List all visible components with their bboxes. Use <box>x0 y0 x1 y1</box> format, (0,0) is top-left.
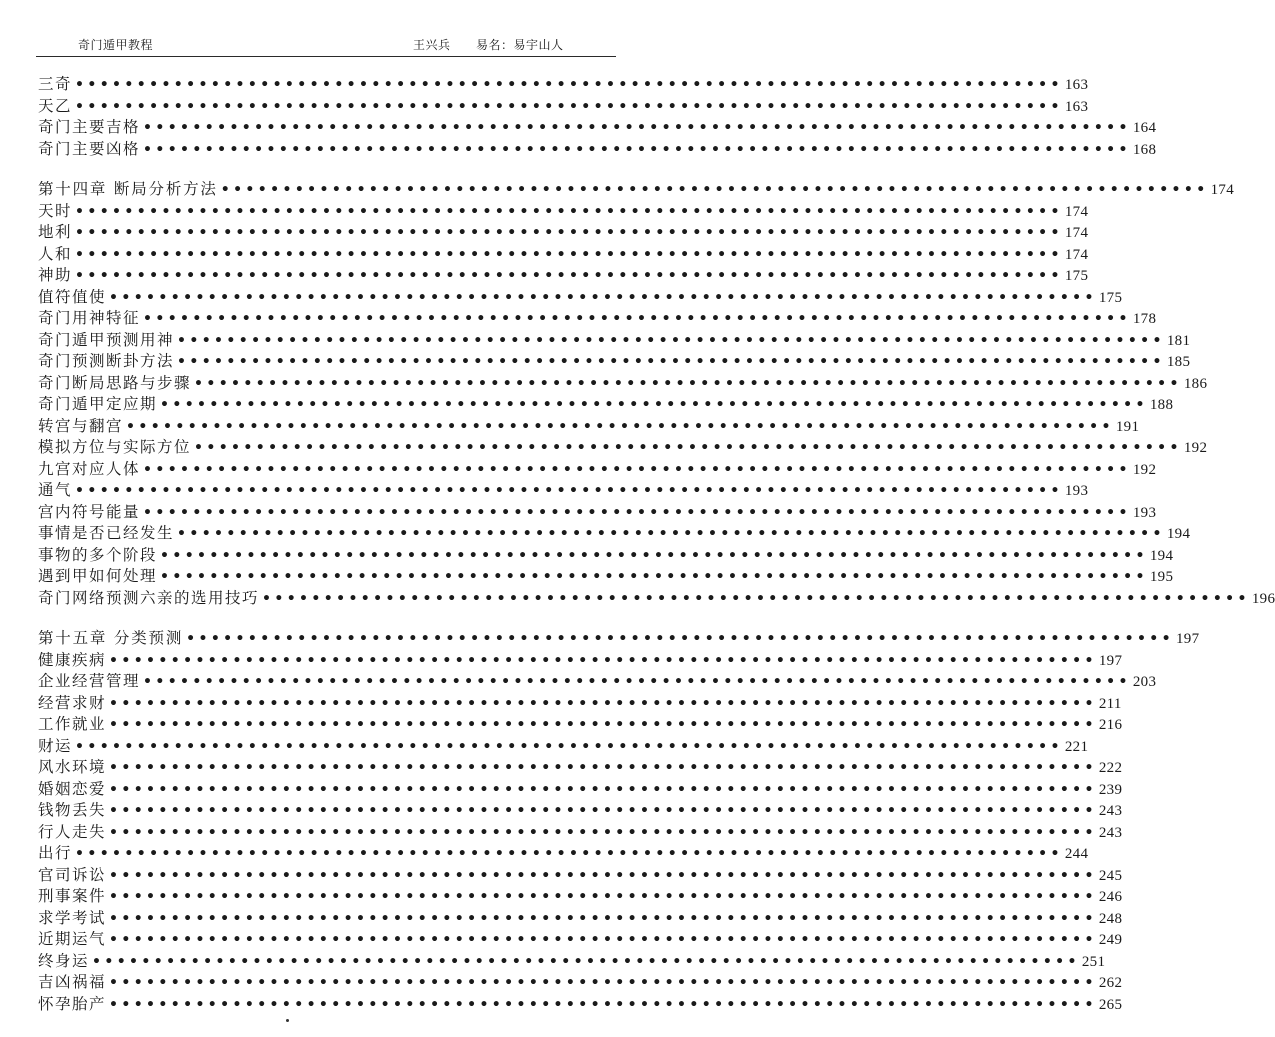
toc-page-number: 178 <box>1132 311 1157 327</box>
toc-page-number: 174 <box>1064 225 1089 241</box>
header-pen-name: 易名：易宇山人 <box>476 38 564 52</box>
toc-entry-title: 天乙 <box>38 96 73 115</box>
toc-entry-row <box>38 843 1089 865</box>
toc-dot-leader: •••••••••••••••••••••••••••••••••••••••••••••••••••••••••••••••••••••••••••••••• <box>75 203 1063 220</box>
header-rule <box>36 56 616 57</box>
toc-entry-row <box>38 588 1275 610</box>
toc-entry-title: 奇门断局思路与步骤 <box>38 373 192 392</box>
toc-page-number: 192 <box>1183 440 1208 456</box>
stray-mark <box>286 1019 289 1022</box>
toc-page-number: 191 <box>1115 418 1140 435</box>
toc-page-number: 168 <box>1132 141 1157 158</box>
toc-entry-row <box>38 244 1089 266</box>
toc-entry-title: 婚姻恋爱 <box>38 779 107 798</box>
toc-section <box>38 628 1200 1015</box>
toc-page-number: 211 <box>1098 695 1122 712</box>
toc-entry-title: 值符值使 <box>38 287 107 306</box>
toc-entry-row <box>38 330 1191 352</box>
toc-page-number: 174 <box>1210 182 1234 198</box>
toc-entry-row <box>38 757 1123 779</box>
toc-entry-title: 遇到甲如何处理 <box>38 567 158 585</box>
toc-dot-leader: •••••••••••••••••••••••••••••••••••••••••••••••••••••••••••••••••••••••••••••••• <box>143 120 1131 136</box>
toc-dot-leader: •••••••••••••••••••••••••••••••••••••••••••••••••••••••••••••••••••••••••••••••• <box>194 375 1182 392</box>
toc-entry-title: 事情是否已经发生 <box>38 524 175 542</box>
toc-entry-title: 吉凶祸福 <box>38 973 107 991</box>
toc-page-number: 196 <box>1251 590 1275 607</box>
toc-entry-row <box>38 671 1157 693</box>
toc-dot-leader: •••••••••••••••••••••••••••••••••••••••••••••••••••••••••••••••••••••••••••••••• <box>126 418 1114 435</box>
toc-dot-leader: •••••••••••••••••••••••••••••••••••••••••••••••••••••••••••••••••••••••••••••••• <box>177 332 1165 349</box>
toc-dot-leader: •••••••••••••••••••••••••••••••••••••••••••••••••••••••••••••••••••••••••••••••• <box>75 738 1063 755</box>
toc-page-number: 245 <box>1098 867 1123 884</box>
toc-page-number: 175 <box>1064 268 1089 284</box>
toc-dot-leader: •••••••••••••••••••••••••••••••••••••••••••••••••••••••••••••••••••••••••••••••• <box>109 889 1097 905</box>
toc-entry-title: 刑事案件 <box>38 887 107 905</box>
toc-dot-leader: •••••••••••••••••••••••••••••••••••••••••••••••••••••••••••••••••••••••••••••••• <box>75 846 1063 862</box>
toc-page-number: 195 <box>1149 569 1174 585</box>
toc-dot-leader: •••••••••••••••••••••••••••••••••••••••••••••••••••••••••••••••••••••••••••••••• <box>75 98 1063 115</box>
toc-dot-leader: •••••••••••••••••••••••••••••••••••••••••••••••••••••••••••••••••••••••••••••••• <box>262 590 1250 607</box>
toc-entry-row <box>38 308 1157 330</box>
toc-dot-leader: •••••••••••••••••••••••••••••••••••••••••••••••••••••••••••••••••••••••••••••••• <box>109 910 1097 927</box>
toc-dot-leader: •••••••••••••••••••••••••••••••••••••••••••••••••••••••••••••••••••••••••••••••• <box>109 996 1097 1013</box>
toc-dot-leader: •••••••••••••••••••••••••••••••••••••••••••••••••••••••••••••••••••••••••••••••• <box>109 824 1097 841</box>
toc-dot-leader: •••••••••••••••••••••••••••••••••••••••••••••••••••••••••••••••••••••••••••••••• <box>143 141 1131 158</box>
toc-page-number: 246 <box>1098 889 1123 905</box>
toc-entry-title: 健康疾病 <box>38 650 107 669</box>
toc-entry-title: 奇门网络预测六亲的选用技巧 <box>38 588 260 607</box>
toc-page-number: 181 <box>1166 332 1191 349</box>
toc-entry-row <box>38 201 1089 223</box>
toc-dot-leader: •••••••••••••••••••••••••••••••••••••••••••••••••••••••••••••••••••••••••••••••• <box>186 631 1174 647</box>
toc-page-number: 262 <box>1098 975 1123 991</box>
toc-entry-title: 经营求财 <box>38 693 107 712</box>
toc-entry-title: 奇门遁甲定应期 <box>38 395 158 413</box>
toc-page-number: 197 <box>1098 652 1123 669</box>
toc-entry-row <box>38 523 1191 545</box>
toc-entry-title: 九宫对应人体 <box>38 459 141 478</box>
toc-page-number: 265 <box>1098 996 1123 1013</box>
toc-dot-leader: •••••••••••••••••••••••••••••••••••••••••••••••••••••••••••••••••••••••••••••••• <box>109 695 1097 712</box>
toc-entry-title: 三奇 <box>38 75 73 93</box>
running-header <box>0 0 643 60</box>
toc-entry-title: 企业经营管理 <box>38 672 141 690</box>
toc-entry-title: 转宫与翻宫 <box>38 416 124 435</box>
toc-dot-leader: •••••••••••••••••••••••••••••••••••••••••••••••••••••••••••••••••••••••••••••••• <box>92 953 1080 970</box>
toc-page-number: 221 <box>1064 738 1089 755</box>
toc-entry-title: 风水环境 <box>38 758 107 776</box>
toc-dot-leader: •••••••••••••••••••••••••••••••••••••••••••••••••••••••••••••••••••••••••••••••• <box>75 246 1063 263</box>
toc-dot-leader: •••••••••••••••••••••••••••••••••••••••••••••••••••••••••••••••••••••••••••••••• <box>220 182 1209 198</box>
toc-entry-row <box>38 822 1123 844</box>
toc-chapter-row <box>38 179 1234 201</box>
toc-dot-leader: •••••••••••••••••••••••••••••••••••••••••••••••••••••••••••••••••••••••••••••••• <box>143 674 1131 690</box>
toc-entry-title: 近期运气 <box>38 930 107 948</box>
toc-entry-title: 通气 <box>38 481 73 499</box>
toc-entry-title: 官司诉讼 <box>38 865 107 884</box>
toc-entry-row <box>38 416 1140 438</box>
toc-entry-row <box>38 865 1123 887</box>
toc-dot-leader: •••••••••••••••••••••••••••••••••••••••••••••••••••••••••••••••••••••••••••••••• <box>143 311 1131 327</box>
toc-dot-leader: •••••••••••••••••••••••••••••••••••••••••••••••••••••••••••••••••••••••••••••••• <box>109 781 1097 798</box>
toc-chapter-row <box>38 628 1200 650</box>
header-author: 王兴兵 <box>413 38 451 52</box>
toc-page-number: 243 <box>1098 803 1123 819</box>
toc-entry-title: 钱物丢失 <box>38 801 107 819</box>
toc-page-number: 222 <box>1098 760 1123 776</box>
toc-entry-title: 神助 <box>38 266 73 284</box>
toc-entry-title: 宫内符号能量 <box>38 502 141 521</box>
toc-page-number: 251 <box>1081 953 1106 970</box>
toc-entry-row <box>38 566 1174 588</box>
toc-entry-title: 地利 <box>38 223 73 241</box>
toc-entry-title: 出行 <box>38 844 73 862</box>
toc-entry-title: 天时 <box>38 201 73 220</box>
toc-page-number: 194 <box>1149 547 1174 564</box>
toc-dot-leader: •••••••••••••••••••••••••••••••••••••••••••••••••••••••••••••••••••••••••••••••• <box>143 504 1131 521</box>
toc-entry-row <box>38 222 1089 244</box>
toc-entry-row <box>38 714 1123 736</box>
toc-page-number: 192 <box>1132 461 1157 478</box>
toc-page-number: 175 <box>1098 289 1123 306</box>
toc-entry-row <box>38 800 1123 822</box>
toc-page-number: 239 <box>1098 781 1123 798</box>
toc-page-number: 203 <box>1132 674 1157 690</box>
toc-entry-row <box>38 437 1208 459</box>
toc-dot-leader: •••••••••••••••••••••••••••••••••••••••••••••••••••••••••••••••••••••••••••••••• <box>75 77 1063 93</box>
toc-entry-row <box>38 502 1157 524</box>
toc-dot-leader: •••••••••••••••••••••••••••••••••••••••••••••••••••••••••••••••••••••••••••••••• <box>109 289 1097 306</box>
toc-dot-leader: •••••••••••••••••••••••••••••••••••••••••••••••••••••••••••••••••••••••••••••••• <box>109 932 1097 948</box>
toc-dot-leader: •••••••••••••••••••••••••••••••••••••••••••••••••••••••••••••••••••••••••••••••• <box>75 483 1063 499</box>
toc-entry-row <box>38 994 1123 1016</box>
toc-dot-leader: •••••••••••••••••••••••••••••••••••••••••••••••••••••••••••••••••••••••••••••••• <box>109 867 1097 884</box>
header-book-title: 奇门遁甲教程 <box>78 38 154 52</box>
toc-entry-row <box>38 972 1123 994</box>
toc-entry-title: 求学考试 <box>38 908 107 927</box>
toc-entry-title: 工作就业 <box>38 715 107 733</box>
toc-chapter-title: 第十四章 断局分析方法 <box>38 180 218 198</box>
toc-chapter-title: 第十五章 分类预测 <box>38 629 184 647</box>
toc-dot-leader: •••••••••••••••••••••••••••••••••••••••••••••••••••••••••••••••••••••••••••••••• <box>177 526 1165 542</box>
toc-dot-leader: •••••••••••••••••••••••••••••••••••••••••••••••••••••••••••••••••••••••••••••••• <box>109 760 1097 776</box>
toc-entry-row <box>38 394 1174 416</box>
toc-dot-leader: •••••••••••••••••••••••••••••••••••••••••••••••••••••••••••••••••••••••••••••••• <box>143 461 1131 478</box>
toc-entry-row <box>38 139 1157 161</box>
toc-dot-leader: •••••••••••••••••••••••••••••••••••••••••••••••••••••••••••••••••••••••••••••••• <box>194 440 1182 456</box>
toc-entry-title: 奇门遁甲预测用神 <box>38 330 175 349</box>
toc-dot-leader: •••••••••••••••••••••••••••••••••••••••••••••••••••••••••••••••••••••••••••••••• <box>177 354 1165 370</box>
toc-entry-row <box>38 480 1089 502</box>
toc-page-number: 186 <box>1183 375 1208 392</box>
toc-page-number: 188 <box>1149 397 1174 413</box>
toc-entry-row <box>38 736 1089 758</box>
toc-entry-row <box>38 545 1174 567</box>
toc-entry-title: 模拟方位与实际方位 <box>38 438 192 456</box>
toc-entry-row <box>38 351 1191 373</box>
toc-page-number: 197 <box>1176 631 1200 647</box>
toc-dot-leader: •••••••••••••••••••••••••••••••••••••••••••••••••••••••••••••••••••••••••••••••• <box>160 569 1148 585</box>
toc-entry-row <box>38 96 1089 118</box>
toc-entry-title: 行人走失 <box>38 822 107 841</box>
toc-dot-leader: •••••••••••••••••••••••••••••••••••••••••••••••••••••••••••••••••••••••••••••••• <box>160 397 1148 413</box>
toc-page-number: 163 <box>1064 77 1089 93</box>
toc-entry-title: 奇门主要吉格 <box>38 118 141 136</box>
toc-section <box>38 74 1157 160</box>
toc-entry-title: 事物的多个阶段 <box>38 545 158 564</box>
toc-entry-row <box>38 650 1123 672</box>
toc-page-number: 216 <box>1098 717 1123 733</box>
toc-entry-title: 人和 <box>38 244 73 263</box>
toc-entry-row <box>38 265 1089 287</box>
toc-page-number: 163 <box>1064 98 1089 115</box>
toc-entry-title: 终身运 <box>38 951 90 970</box>
toc-dot-leader: •••••••••••••••••••••••••••••••••••••••••••••••••••••••••••••••••••••••••••••••• <box>75 268 1063 284</box>
toc-entry-title: 奇门预测断卦方法 <box>38 352 175 370</box>
toc-entry-row <box>38 373 1208 395</box>
toc-page-number: 249 <box>1098 932 1123 948</box>
toc-entry-row <box>38 929 1123 951</box>
toc-entry-title: 奇门主要凶格 <box>38 139 141 158</box>
toc-entry-row <box>38 287 1123 309</box>
toc-dot-leader: •••••••••••••••••••••••••••••••••••••••••••••••••••••••••••••••••••••••••••••••• <box>160 547 1148 564</box>
toc-entry-row <box>38 459 1157 481</box>
toc-entry-row <box>38 693 1122 715</box>
toc-dot-leader: •••••••••••••••••••••••••••••••••••••••••••••••••••••••••••••••••••••••••••••••• <box>109 717 1097 733</box>
toc-page-number: 243 <box>1098 824 1123 841</box>
toc-dot-leader: •••••••••••••••••••••••••••••••••••••••••••••••••••••••••••••••••••••••••••••••• <box>109 975 1097 991</box>
toc-page-number: 174 <box>1064 246 1089 263</box>
toc-page-number: 193 <box>1064 483 1089 499</box>
toc-entry-title: 怀孕胎产 <box>38 994 107 1013</box>
toc-dot-leader: •••••••••••••••••••••••••••••••••••••••••••••••••••••••••••••••••••••••••••••••• <box>75 225 1063 241</box>
toc-section <box>38 179 1275 609</box>
toc-page-number: 164 <box>1132 120 1157 136</box>
toc-entry-title: 奇门用神特征 <box>38 309 141 327</box>
toc-entry-row <box>38 951 1106 973</box>
toc-entry-row <box>38 74 1089 96</box>
table-of-contents <box>38 74 1275 1034</box>
toc-entry-title: 财运 <box>38 736 73 755</box>
toc-page-number: 248 <box>1098 910 1123 927</box>
toc-dot-leader: •••••••••••••••••••••••••••••••••••••••••••••••••••••••••••••••••••••••••••••••• <box>109 803 1097 819</box>
toc-entry-row <box>38 886 1123 908</box>
toc-page-number: 185 <box>1166 354 1191 370</box>
toc-page-number: 174 <box>1064 203 1089 220</box>
toc-dot-leader: •••••••••••••••••••••••••••••••••••••••••••••••••••••••••••••••••••••••••••••••• <box>109 652 1097 669</box>
toc-entry-row <box>38 908 1123 930</box>
toc-page-number: 244 <box>1064 846 1089 862</box>
toc-entry-row <box>38 779 1123 801</box>
toc-entry-row <box>38 117 1157 139</box>
toc-page-number: 194 <box>1166 526 1191 542</box>
toc-page-number: 193 <box>1132 504 1157 521</box>
